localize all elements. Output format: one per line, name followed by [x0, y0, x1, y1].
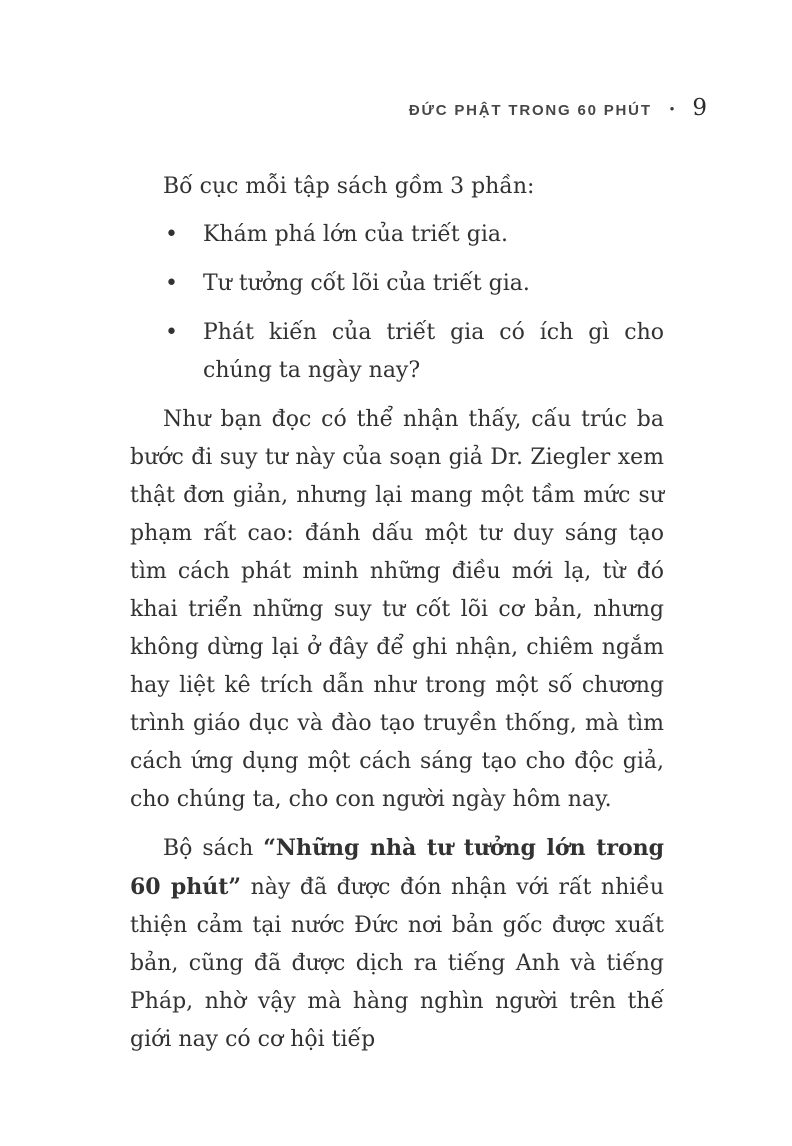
running-title: ĐỨC PHẬT TRONG 60 PHÚT: [408, 102, 652, 119]
header-separator-dot-icon: •: [669, 101, 675, 116]
bullet-text: Khám phá lớn của triết gia.: [203, 222, 508, 247]
bullet-dot-icon: •: [165, 320, 178, 345]
paragraph-text: này đã được đón nhận với rất nhiều thiện cảm tại nước Đức nơi bản gốc được xuất bản, cũng đã được dịch ra tiếng Anh và tiếng Pháp, nhờ vậy mà hàng nghìn người trên thế giới nay có cơ hội tiếp: [130, 875, 664, 1052]
list-item: [130, 216, 664, 254]
list-item: [130, 314, 664, 390]
bullet-dot-icon: •: [165, 222, 178, 247]
page-number: 9: [692, 95, 707, 121]
body-paragraph: [130, 829, 664, 1059]
bullet-text: Tư tưởng cốt lõi của triết gia.: [203, 271, 530, 296]
running-header: [409, 95, 707, 121]
paragraph-text: Bộ sách: [163, 836, 264, 861]
bullet-text: Phát kiến của triết gia có ích gì cho chúng ta ngày nay?: [203, 320, 664, 383]
bullet-dot-icon: •: [165, 271, 178, 296]
list-item: [130, 265, 664, 303]
page-body: [130, 168, 664, 1059]
bullet-list: [130, 216, 664, 390]
body-paragraph: Như bạn đọc có thể nhận thấy, cấu trúc ba bước đi suy tư này của soạn giả Dr. Ziegler xem thật đơn giản, nhưng lại mang một tầm mức sư phạm rất cao: đánh dấu một tư duy sáng tạo tìm cách phát minh những điều mới lạ, từ đó khai triển những suy tư cốt lõi cơ bản, nhưng không dừng lại ở đây để ghi nhận, chiêm ngắm hay liệt kê trích dẫn như trong một số chương trình giáo dục và đào tạo truyền thống, mà tìm cách ứng dụng một cách sáng tạo cho độc giả, cho chúng ta, cho con người ngày hôm nay.: [130, 407, 664, 812]
book-series-title: “Những nhà tư tưởng lớn trong 60 phút”: [130, 835, 664, 900]
intro-paragraph: Bố cục mỗi tập sách gồm 3 phần:: [163, 174, 535, 199]
